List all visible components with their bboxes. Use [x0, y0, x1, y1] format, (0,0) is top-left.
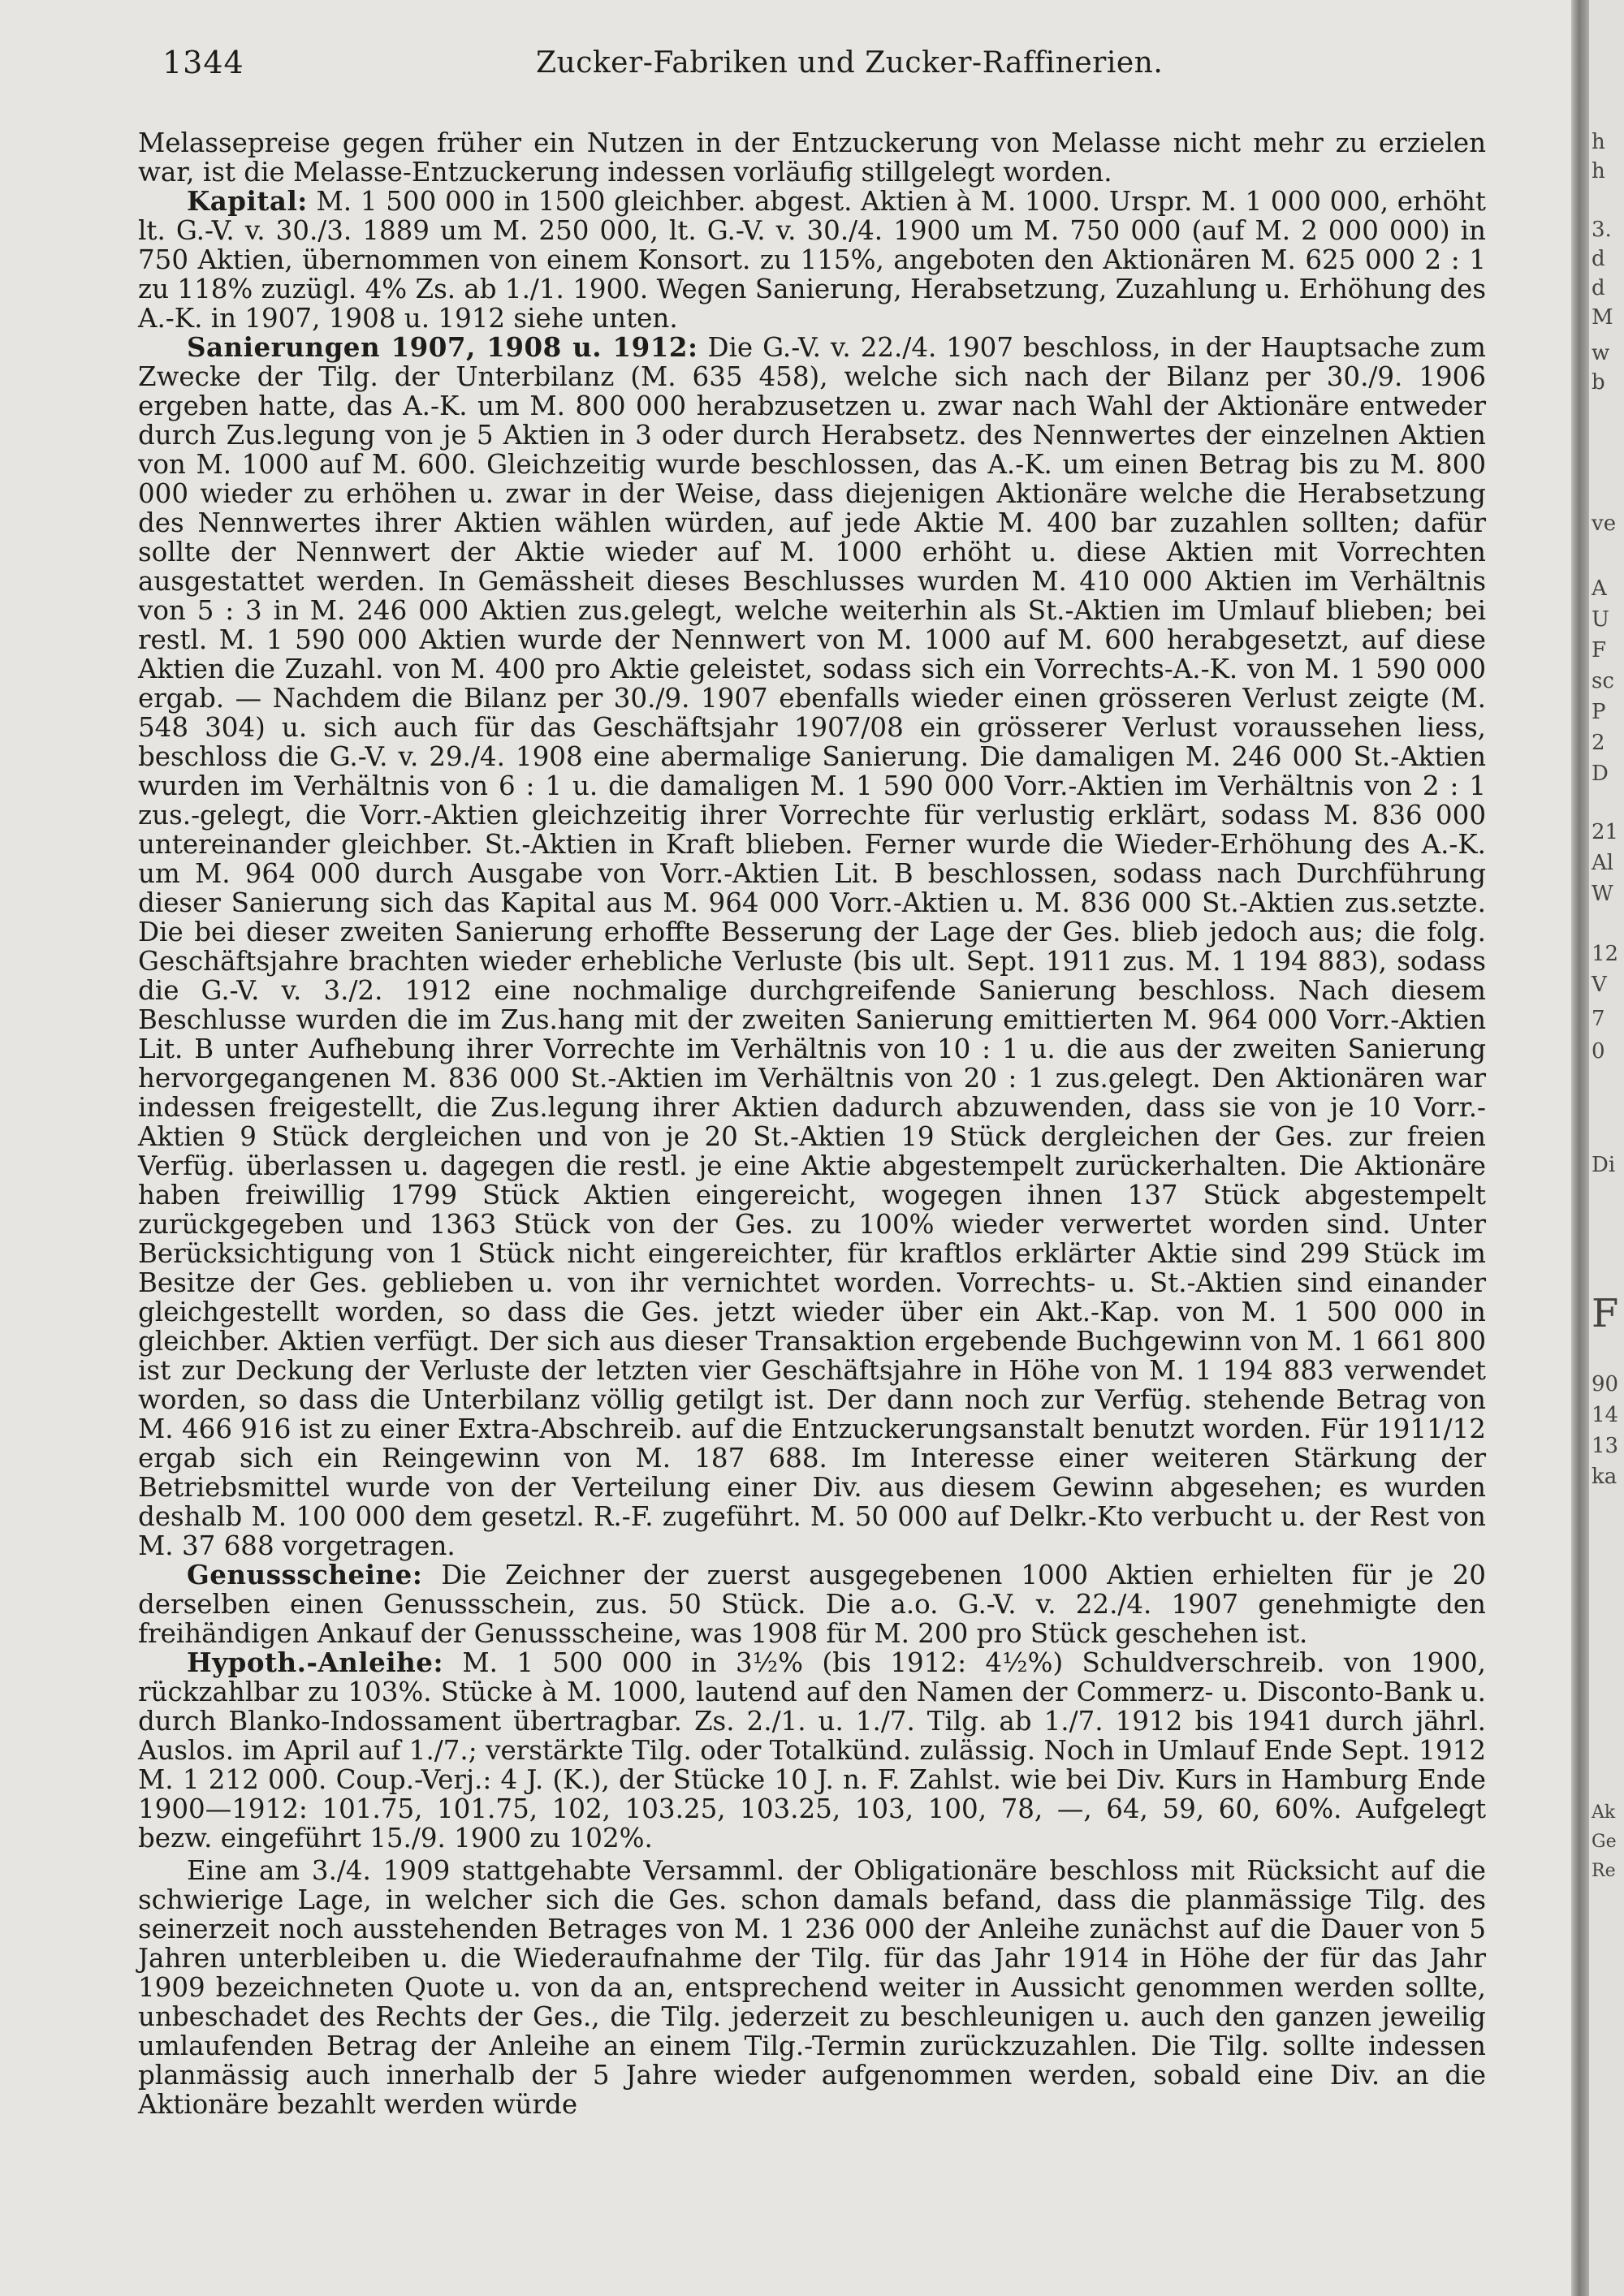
book-gutter — [1571, 0, 1589, 2296]
adjacent-fragment: d — [1592, 276, 1605, 300]
adjacent-fragment: h — [1592, 159, 1605, 183]
paragraph-melasse — [138, 128, 1486, 187]
adjacent-fragment: ve — [1592, 511, 1617, 536]
page-header — [0, 45, 1571, 85]
adjacent-fragment: w — [1592, 341, 1610, 365]
adjacent-fragment: F — [1592, 1291, 1619, 1336]
adjacent-fragment: D — [1592, 762, 1609, 786]
running-title: Zucker-Fabriken und Zucker-Raffinerien. — [536, 46, 1164, 80]
adjacent-fragment: Di — [1592, 1153, 1616, 1177]
adjacent-fragment: Ak — [1592, 1802, 1616, 1823]
paragraph-text: M. 1 500 000 in 3½% (bis 1912: 4½%) Schuldverschreib. von 1900, rückzahlbar zu 103%. Stücke à M. 1000, lautend auf den Namen der Commerz- u. Disconto-Bank u. durch Blanko-Indossament übertragbar. Zs. 2./1. u. 1./7. Tilg. ab 1./7. 1912 bis 1941 durch jährl. Auslos. im April auf 1./7.; verstärkte Tilg. oder Totalkünd. zulässig. Noch in Umlauf Ende Sept. 1912 M. 1 212 000. Coup.-Verj.: 4 J. (K.), der Stücke 10 J. n. F. Zahlst. wie bei Div. Kurs in Hamburg Ende 1900—1912: 101.75, 101.75, 102, 103.25, 103.25, 103, 100, 78, —, 64, 59, 60, 60%. Aufgelegt bezw. eingeführt 15./9. 1900 zu 102%. — [138, 1647, 1486, 1854]
adjacent-fragment: 2 — [1592, 731, 1605, 755]
adjacent-fragment: Re — [1592, 1861, 1616, 1881]
adjacent-fragment: 14 — [1592, 1403, 1619, 1427]
paragraph-term: Sanierungen 1907, 1908 u. 1912: — [187, 331, 698, 363]
adjacent-fragment: b — [1592, 370, 1605, 395]
adjacent-fragment: P — [1592, 700, 1606, 724]
adjacent-fragment: 21 — [1592, 820, 1619, 844]
adjacent-page-edge — [1589, 0, 1624, 2296]
adjacent-fragment: U — [1592, 607, 1609, 632]
paragraph-obligationaere — [138, 1856, 1486, 2119]
paragraph-text: Melassepreise gegen früher ein Nutzen in der Entzuckerung von Melasse nicht mehr zu erzielen war, ist die Melasse-Entzuckerung indessen vorläufig stillgelegt worden. — [138, 127, 1486, 188]
adjacent-fragment: Ge — [1592, 1832, 1617, 1852]
adjacent-fragment: Al — [1592, 851, 1614, 875]
paragraph-term: Hypoth.-Anleihe: — [187, 1646, 443, 1678]
paragraph-term: Genussscheine: — [187, 1559, 423, 1590]
adjacent-fragment: A — [1592, 576, 1607, 601]
adjacent-fragment: ka — [1592, 1465, 1618, 1489]
adjacent-fragment: d — [1592, 247, 1605, 271]
paragraph-text: M. 1 500 000 in 1500 gleichber. abgest. Aktien à M. 1000. Urspr. M. 1 000 000, erhöht lt. G.-V. v. 30./3. 1889 um M. 250 000, lt. G.-V. v. 30./4. 1900 um M. 750 000 (auf M. 2 000 000) in 750 Aktien, übernommen von einem Konsort. zu 115%, angeboten den Aktionären M. 625 000 2 : 1 zu 118% zuzügl. 4% Zs. ab 1./1. 1900. Wegen Sanierung, Herabsetzung, Zuzahlung u. Erhöhung des A.-K. in 1907, 1908 u. 1912 siehe unten. — [138, 186, 1486, 334]
paragraph-genussscheine — [138, 1560, 1486, 1648]
adjacent-fragment: 13 — [1592, 1434, 1619, 1458]
adjacent-fragment: W — [1592, 882, 1613, 906]
paragraph-sanierungen — [138, 333, 1486, 1560]
page-number: 1344 — [162, 45, 244, 80]
adjacent-fragment: h — [1592, 130, 1605, 154]
adjacent-fragment: F — [1592, 638, 1607, 662]
adjacent-fragment: 0 — [1592, 1039, 1605, 1064]
paragraph-kapital — [138, 187, 1486, 333]
adjacent-fragment: 12 — [1592, 942, 1619, 966]
adjacent-fragment: 7 — [1592, 1007, 1605, 1031]
body-text — [138, 128, 1486, 2119]
adjacent-fragment: V — [1592, 973, 1607, 997]
paragraph-term: Kapital: — [187, 185, 308, 217]
adjacent-fragment: M — [1592, 305, 1613, 330]
adjacent-fragment: 3. — [1592, 218, 1612, 242]
paragraph-text: Die Zeichner der zuerst ausgegebenen 1000 Aktien erhielten für je 20 derselben einen Genussschein, zus. 50 Stück. Die a.o. G.-V. v. 22./4. 1907 genehmigte den freihändigen Ankauf der Genussscheine, was 1908 für M. 200 pro Stück geschehen ist. — [138, 1560, 1486, 1649]
paragraph-text: Die G.-V. v. 22./4. 1907 beschloss, in der Hauptsache zum Zwecke der Tilg. der Unterbilanz (M. 635 458), welche sich nach der Bilanz per 30./9. 1906 ergeben hatte, das A.-K. um M. 800 000 herabzusetzen u. zwar nach Wahl der Aktionäre entweder durch Zus.legung von je 5 Aktien in 3 oder durch Herabsetz. des Nennwertes der einzelnen Aktien von M. 1000 auf M. 600. Gleichzeitig wurde beschlossen, das A.-K. um einen Betrag bis zu M. 800 000 wieder zu erhöhen u. zwar in der Weise, dass diejenigen Aktionäre welche die Herabsetzung des Nennwertes ihrer Aktien wählen würden, auf jede Aktie M. 400 bar zuzahlen sollten; dafür sollte der Nennwert der Aktie wieder auf M. 1000 erhöht u. diese Aktien mit Vorrechten ausgestattet werden. In Gemässheit dieses Beschlusses wurden M. 410 000 Aktien im Verhältnis von 5 : 3 in M. 246 000 Aktien zus.gelegt, welche weiterhin als St.-Aktien im Umlauf blieben; bei restl. M. 1 590 000 Aktien wurde der Nennwert von M. 1000 auf M. 600 herabgesetzt, auf diese Aktien die Zuzahl. von M. 400 pro Aktie geleistet, sodass sich ein Vorrechts-A.-K. von M. 1 590 000 ergab. — Nachdem die Bilanz per 30./9. 1907 ebenfalls wieder einen grösseren Verlust zeigte (M. 548 304) u. sich auch für das Geschäftsjahr 1907/08 ein grösserer Verlust voraussehen liess, beschloss die G.-V. v. 29./4. 1908 eine abermalige Sanierung. Die damaligen M. 246 000 St.-Aktien wurden im Verhältnis von 6 : 1 u. die damaligen M. 1 590 000 Vorr.-Aktien im Verhältnis von 2 : 1 zus.-gelegt, die Vorr.-Aktien gleichzeitig ihrer Vorrechte für verlustig erklärt, sodass M. 836 000 untereinander gleichber. St.-Aktien in Kraft blieben. Ferner wurde die Wieder-Erhöhung des A.-K. um M. 964 000 durch Ausgabe von Vorr.-Aktien Lit. B beschlossen, sodass nach Durchführung dieser Sanierung sich das Kapital aus M. 964 000 Vorr.-Aktien u. M. 836 000 St.-Aktien zus.setzte. Die bei dieser zweiten Sanierung erhoffte Besserung der Lage der Ges. blieb jedoch aus; die folg. Geschäftsjahre brachten wieder erhebliche Verluste (bis ult. Sept. 1911 zus. M. 1 194 883), sodass die G.-V. v. 3./2. 1912 eine nochmalige durchgreifende Sanierung beschloss. Nach diesem Beschlusse wurden die im Zus.hang mit der zweiten Sanierung emittierten M. 964 000 Vorr.-Aktien Lit. B unter Aufhebung ihrer Vorrechte im Verhältnis von 10 : 1 u. die aus der zweiten Sanierung hervorgegangenen M. 836 000 St.-Aktien im Verhältnis von 20 : 1 zus.gelegt. Den Aktionären war indessen freigestellt, die Zus.legung ihrer Aktien dadurch abzuwenden, dass sie von je 10 Vorr.-Aktien 9 Stück dergleichen und von je 20 St.-Aktien 19 Stück dergleichen der Ges. zur freien Verfüg. überlassen u. dagegen die restl. je eine Aktie abgestempelt zurückerhalten. Die Aktionäre haben freiwillig 1799 Stück Aktien eingereicht, wogegen ihnen 137 Stück abgestempelt zurückgegeben und 1363 Stück von der Ges. zu 100% wieder verwertet worden sind. Unter Berücksichtigung von 1 Stück nicht eingereichter, für kraftlos erklärter Aktie sind 299 Stück im Besitze der Ges. geblieben u. von ihr vernichtet worden. Vorrechts- u. St.-Aktien sind einander gleichgestellt worden, so dass die Ges. jetzt wieder über ein Akt.-Kap. von M. 1 500 000 in gleichber. Aktien verfügt. Der sich aus dieser Transaktion ergebende Buchgewinn von M. 1 661 800 ist zur Deckung der Verluste der letzten vier Geschäftsjahre in Höhe von M. 1 194 883 verwendet worden, so dass die Unterbilanz völlig getilgt ist. Der dann noch zur Verfüg. stehende Betrag von M. 466 916 ist zu einer Extra-Abschreib. auf die Entzuckerungsanstalt benutzt worden. Für 1911/12 ergab sich ein Reingewinn von M. 187 688. Im Interesse einer weiteren Stärkung der Betriebsmittel wurde von der Verteilung einer Div. aus diesem Gewinn abgesehen; es wurden deshalb M. 100 000 dem gesetzl. R.-F. zugeführt. M. 50 000 auf Delkr.-Kto verbucht u. der Rest von M. 37 688 vorgetragen. — [138, 332, 1486, 1561]
adjacent-fragment: 90 — [1592, 1372, 1619, 1396]
paragraph-hypoth-anleihe — [138, 1648, 1486, 1853]
paragraph-text: Eine am 3./4. 1909 stattgehabte Versamml. der Obligationäre beschloss mit Rücksicht auf die schwierige Lage, in welcher sich die Ges. schon damals befand, dass die planmässige Tilg. des seinerzeit noch ausstehenden Betrages von M. 1 236 000 der Anleihe zunächst auf die Dauer von 5 Jahren unterbleiben u. die Wiederaufnahme der Tilg. für das Jahr 1914 in Höhe der für das Jahr 1909 bezeichneten Quote u. von da an, entsprechend weiter in Aussicht genommen werden sollte, unbeschadet des Rechts der Ges., die Tilg. jederzeit zu beschleunigen u. auch den ganzen jeweilig umlaufenden Betrag der Anleihe an einem Tilg.-Termin zurückzuzahlen. Die Tilg. sollte indessen planmässig auch innerhalb der 5 Jahre wieder aufgenommen werden, sobald eine Div. an die Aktionäre bezahlt werden würde — [138, 1855, 1486, 2120]
adjacent-fragment: sc — [1592, 669, 1614, 693]
